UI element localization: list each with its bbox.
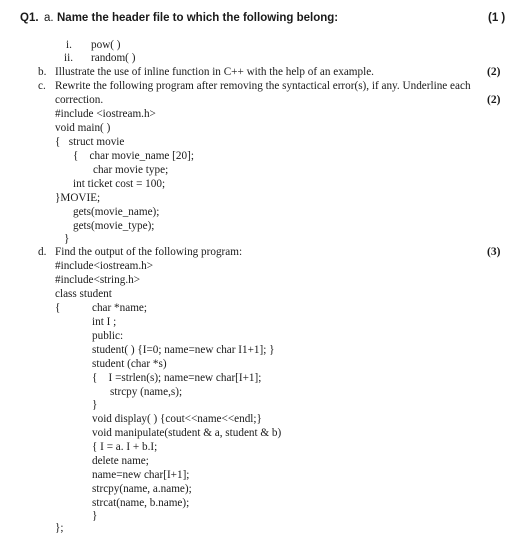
code-line: char movie type; xyxy=(93,164,169,176)
part-a-text: Name the header file to which the following belong: xyxy=(57,12,339,24)
code-line: #include<iostream.h> xyxy=(55,260,154,272)
code-line: { char movie_name [20]; xyxy=(73,150,194,162)
code-line: } xyxy=(92,510,98,522)
code-line: delete name; xyxy=(92,455,149,467)
code-line: { xyxy=(55,302,61,314)
code-line: } xyxy=(64,233,70,245)
part-b-text: Illustrate the use of inline function in C++ with the help of an example. xyxy=(55,66,374,78)
code-line: public: xyxy=(92,330,124,342)
part-c-marks: (2) xyxy=(487,94,501,106)
code-line: student (char *s) xyxy=(92,358,167,370)
item-text: pow( ) xyxy=(91,39,121,51)
code-line: void manipulate(student & a, student & b) xyxy=(92,427,282,439)
item-text: random( ) xyxy=(91,52,136,64)
part-a-marks: (1 ) xyxy=(488,12,506,24)
code-line: void display( ) {cout<<name<<endl;} xyxy=(92,413,262,425)
code-line: { I =strlen(s); name=new char[I+1]; xyxy=(92,372,262,384)
part-d-marks: (3) xyxy=(487,246,501,258)
code-line: }; xyxy=(55,522,64,534)
code-line: gets(movie_name); xyxy=(73,206,160,218)
question-number: Q1. xyxy=(20,12,39,24)
code-line: } xyxy=(92,399,98,411)
code-line: void main( ) xyxy=(55,122,111,134)
code-line: { struct movie xyxy=(55,136,125,148)
code-line: char *name; xyxy=(92,302,147,314)
part-d-label: d. xyxy=(38,246,47,258)
code-line: int I ; xyxy=(92,316,117,328)
code-line: gets(movie_type); xyxy=(73,220,155,232)
part-b-marks: (2) xyxy=(487,66,501,78)
part-a-label: a. xyxy=(44,12,54,24)
code-line: #include<string.h> xyxy=(55,274,141,286)
part-c-label: c. xyxy=(38,80,46,92)
code-line: strcpy(name, a.name); xyxy=(92,483,192,495)
item-label: ii. xyxy=(64,52,74,64)
code-line: { I = a. I + b.I; xyxy=(92,441,158,453)
code-line: }MOVIE; xyxy=(55,192,101,204)
code-line: #include <iostream.h> xyxy=(55,108,156,120)
code-line: strcat(name, b.name); xyxy=(92,497,190,509)
code-line: strcpy (name,s); xyxy=(110,386,183,398)
code-line: class student xyxy=(55,288,112,300)
item-label: i. xyxy=(66,39,72,51)
part-c-text: Rewrite the following program after removing the syntactical error(s), if any. Underline each xyxy=(55,80,471,92)
code-line: int ticket cost = 100; xyxy=(73,178,166,190)
code-line: student( ) {I=0; name=new char I1+1]; } xyxy=(92,344,275,356)
part-c-text: correction. xyxy=(55,94,104,106)
part-d-text: Find the output of the following program: xyxy=(55,246,243,258)
code-line: name=new char[I+1]; xyxy=(92,469,190,481)
part-b-label: b. xyxy=(38,66,47,78)
